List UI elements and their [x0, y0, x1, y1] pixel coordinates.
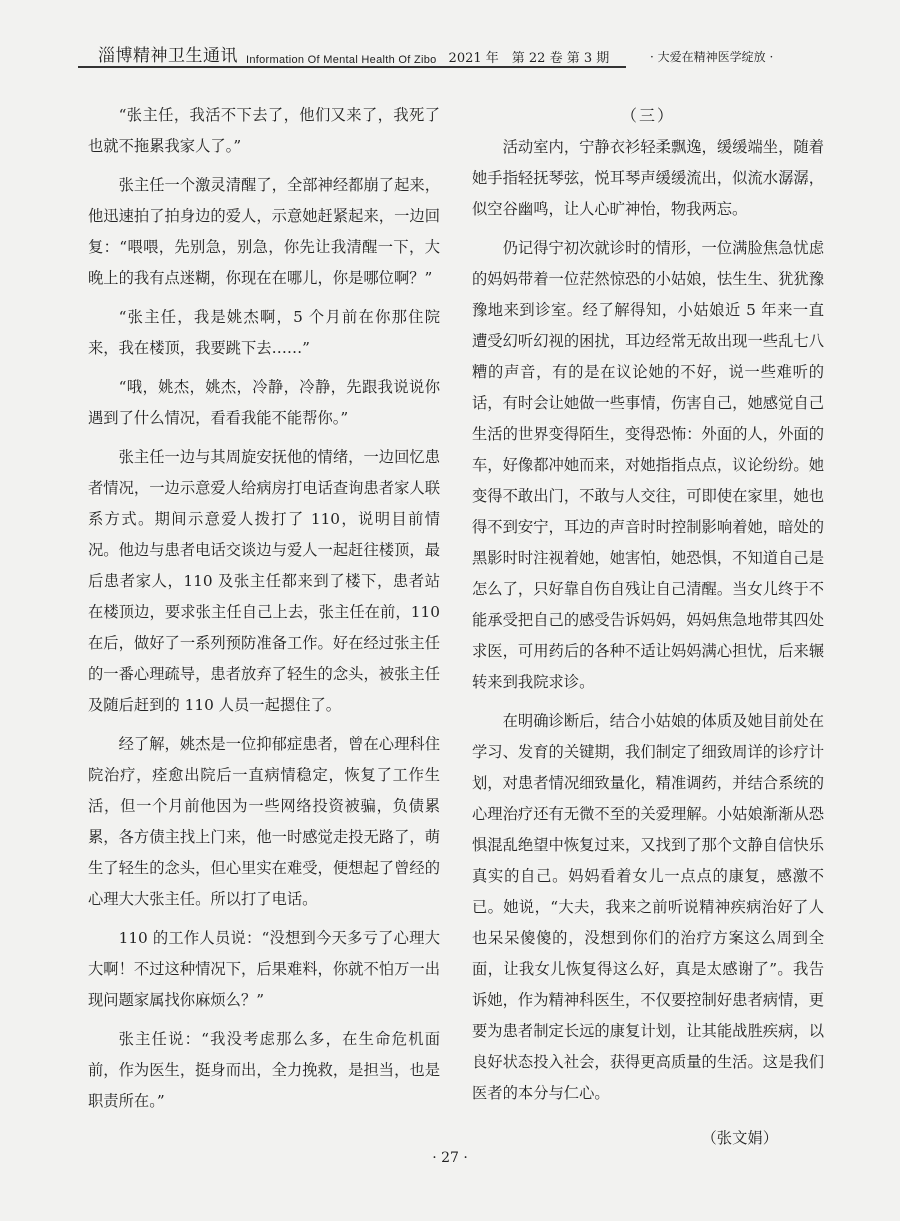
- paragraph: “哦，姚杰，姚杰，冷静，冷静，先跟我说说你遇到了什么情况，看看我能不能帮你。”: [88, 378, 440, 427]
- journal-title: 淄博精神卫生通讯: [98, 46, 238, 66]
- paragraph: 张主任说：“我没考虑那么多，在生命危机面前，作为医生，挺身而出，全力挽救，是担当，也是职责所在。”: [88, 1030, 440, 1110]
- journal-header: [78, 42, 626, 68]
- paragraph: 在明确诊断后，结合小姑娘的体质及她目前处在学习、发育的关键期，我们制定了细致周详的诊疗计划，对患者情况细致量化，精准调药，并结合系统的心理治疗还有无微不至的关爱理解。小姑娘渐渐从恐惧混乱绝望中恢复过来，又找到了那个文静自信快乐真实的自己。妈妈看着女儿一点点的康复，感激不已。她说，“大夫，我来之前听说精神疾病治好了人也呆呆傻傻的，没想到你们的治疗方案这么周到全面，让我女儿恢复得这么好，真是太感谢了”。我告诉她，作为精神科医生，不仅要控制好患者病情，更要为患者制定长远的康复计划，让其能战胜疾病，以良好状态投入社会，获得更高质量的生活。这是我们医者的本分与仁心。: [472, 712, 824, 1102]
- paragraph: “张主任，我活不下去了，他们又来了，我死了也就不拖累我家人了。”: [88, 106, 440, 155]
- journal-english-title: Information Of Mental Health Of Zibo: [246, 54, 437, 66]
- paragraph: 张主任一边与其周旋安抚他的情绪，一边回忆患者情况，一边示意爱人给病房打电话查询患者家人联系方式。期间示意爱人拨打了 110，说明目前情况。他边与患者电话交谈边与爱人一起赶往楼顶，最后患者家人，110 及张主任都来到了楼下，患者站在楼顶边，要求张主任自己上去，张主任在前，110 在后，做好了一系列预防准备工作。好在经过张主任的一番心理疏导，患者放弃了轻生的念头，被张主任及随后赶到的 110 人员一起摁住了。: [88, 448, 440, 714]
- column-name: · 大爱在精神医学绽放 ·: [650, 50, 774, 64]
- section-title: （三）: [620, 106, 675, 125]
- left-column: [88, 100, 440, 1125]
- paragraph: 张主任一个激灵清醒了，全部神经都崩了起来，他迅速拍了拍身边的爱人，示意她赶紧起来，一边回复：“喂喂，先别急，别急，你先让我清醒一下，大晚上的我有点迷糊，你现在在哪儿，你是哪位啊？”: [88, 176, 440, 287]
- right-column: [472, 100, 824, 1154]
- issue-info: 2021 年 第 22 卷 第 3 期: [448, 51, 610, 66]
- paragraph: 110 的工作人员说：“没想到今天多亏了心理大大啊！不过这种情况下，后果难料，你就不怕万一出现问题家属找你麻烦么？”: [88, 929, 440, 1009]
- paragraph: “张主任，我是姚杰啊，5 个月前在你那住院来，我在楼顶，我要跳下去……”: [88, 308, 440, 357]
- author-signature: （张文娟）: [701, 1129, 778, 1147]
- paragraph: 经了解，姚杰是一位抑郁症患者，曾在心理科住院治疗，痊愈出院后一直病情稳定，恢复了工作生活，但一个月前他因为一些网络投资被骗，负债累累，各方债主找上门来，他一时感觉走投无路了，萌生了轻生的念头，但心里实在难受，便想起了曾经的心理大大张主任。所以打了电话。: [88, 735, 440, 908]
- paragraph: 活动室内，宁静衣衫轻柔飘逸，缓缓端坐，随着她手指轻抚琴弦，悦耳琴声缓缓流出，似流水潺潺，似空谷幽鸣，让人心旷神怡，物我两忘。: [472, 138, 824, 218]
- page-number: · 27 ·: [432, 1150, 468, 1166]
- paragraph: 仍记得宁初次就诊时的情形，一位满脸焦急忧虑的妈妈带着一位茫然惊恐的小姑娘，怯生生、犹犹豫豫地来到诊室。经了解得知，小姑娘近 5 年来一直遭受幻听幻视的困扰，耳边经常无故出现一些乱七八糟的声音，有的是在议论她的不好，说一些难听的话，有时会让她做一些事情，伤害自己，她感觉自己生活的世界变得陌生，变得恐怖：外面的人，外面的车，好像都冲她而来，对她指指点点，议论纷纷。她变得不敢出门，不敢与人交往，可即使在家里，她也得不到安宁，耳边的声音时时控制影响着她，暗处的黑影时时注视着她，她害怕，她恐惧，不知道自己是怎么了，只好靠自伤自残让自己清醒。当女儿终于不能承受把自己的感受告诉妈妈，妈妈焦急地带其四处求医，可用药后的各种不适让妈妈满心担忧，后来辗转来到我院求诊。: [472, 239, 824, 691]
